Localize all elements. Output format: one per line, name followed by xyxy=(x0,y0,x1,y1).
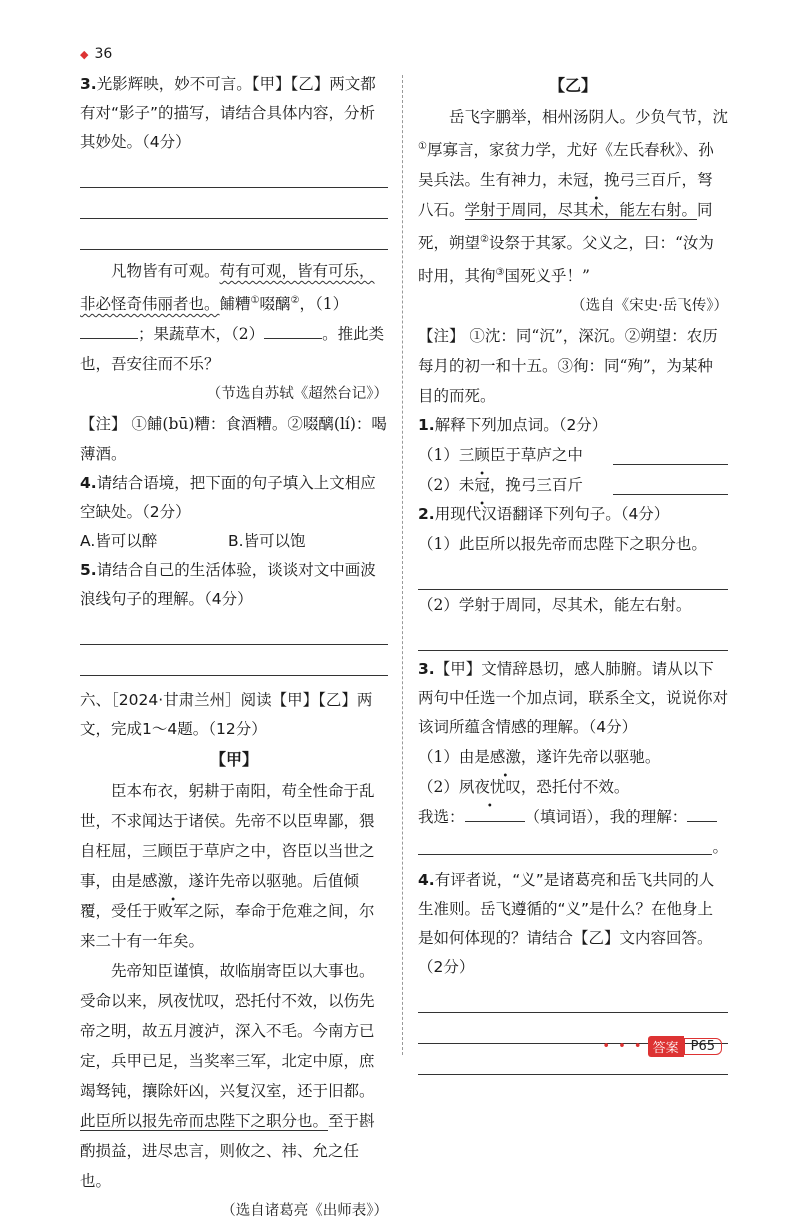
note: 【注】 ①餔(bū)糟：食酒糟。②啜醨(lí)：喝薄酒。 xyxy=(80,415,387,464)
answer-tag: 答案 xyxy=(648,1036,684,1057)
diamond-icon: ◆ xyxy=(80,48,89,61)
note: 【注】 ①沈：同“沉”，深沉。②朔望：农历每月的初一和十五。③徇：同“殉”，为某种目的而死。 xyxy=(418,327,718,406)
underlined-sentence: 此臣所以报先帝而忠陛下之职分也。 xyxy=(80,1112,329,1131)
q3-item-1: （1）由是感激，遂许先帝以驱驰。 xyxy=(418,748,661,767)
options xyxy=(80,527,388,556)
question-3-right: 3.【甲】文情辞恳切，感人肺腑。请从以下两句中任选一个加点词，联系全文，说说你对该词所蕴含情感的理解。（4分） xyxy=(418,660,729,737)
q1-item-1: （1）三顾臣于草庐之中 xyxy=(418,440,728,470)
passage-yi: 岳飞字鹏举，相州汤阴人。少负气节，沈①厚寡言，家贫力学，尤好《左氏春秋》、孙吴兵法。生有神力，未冠，挽弓三百斤，弩八石。学射于周同，尽其术，能左右射。同死，朔望②设祭于其冢。父义之，曰：“汝为时用，其徇③国死义乎！” xyxy=(418,108,729,286)
source-citation: （选自《宋史·岳飞传》） xyxy=(571,298,728,315)
wavy-underlined-sentence: 苟有可观，皆有可乐，非必怪奇伟丽者也。 xyxy=(80,262,375,314)
fill-blank-2[interactable] xyxy=(264,320,322,339)
q2-item-1: （1）此臣所以报先帝而忠陛下之职分也。 xyxy=(418,535,707,554)
q3-line: 。 xyxy=(418,832,728,862)
source-citation: （选自诸葛亮《出师表》） xyxy=(221,1203,388,1220)
option-a: A.皆可以醉 xyxy=(80,532,158,551)
word-blank[interactable] xyxy=(465,803,525,822)
fill-blank-1[interactable] xyxy=(80,320,138,339)
answer-line[interactable] xyxy=(613,470,728,495)
underlined-sentence: 学射于周同，尽其术，能左右射。 xyxy=(464,201,698,220)
yi-title: 【乙】 xyxy=(548,76,597,95)
understanding-blank[interactable] xyxy=(687,803,717,822)
page-number: ◆ 36 xyxy=(80,46,113,62)
question-4-right: 4.有评者说，“义”是诸葛亮和岳飞共同的人生准则。岳飞遵循的“义”是什么？在他身上是如何体现的？请结合【乙】文内容回答。（2分） xyxy=(418,871,715,977)
answer-badge[interactable]: • • • 答案 P65 xyxy=(602,1036,722,1057)
question-2-right: 2.用现代汉语翻译下列句子。（4分） xyxy=(418,505,670,524)
question-5-left: 5.请结合自己的生活体验，谈谈对文中画波浪线句子的理解。（4分） xyxy=(80,561,376,609)
q3-item-2: （2）夙夜忧叹，恐托付不效。 xyxy=(418,778,630,797)
passage-jia-1: 臣本布衣，躬耕于南阳，苟全性命于乱世，不求闻达于诸侯。先帝不以臣卑鄙，猥自枉屈，三顾臣于草庐之中，咨臣以当世之事，由是感激，遂许先帝以驱驰。后值倾覆，受任于败军之际，奉命于危难之间，尔来二十有一年矣。 xyxy=(80,782,375,951)
passage-jia-2: 先帝知臣谨慎，故临崩寄臣以大事也。受命以来，夙夜忧叹，恐托付不效，以伤先帝之明，故五月渡泸，深入不毛。今南方已定，兵甲已足，当奖率三军，北定中原，庶竭驽钝，攘除奸凶，兴复汉室，还于旧都。此臣所以报先帝而忠陛下之职分也。至于斟酌损益，进尽忠言，则攸之、祎、允之任也。 xyxy=(80,962,375,1191)
q2-item-2: （2）学射于周同，尽其术，能左右射。 xyxy=(418,596,692,615)
right-column xyxy=(418,70,728,1075)
passage-chaoran: 凡物皆有可观。苟有可观，皆有可乐，非必怪奇伟丽者也。餔糟①啜醨②，（1）；果蔬草木，（2） 。推此类也，吾安往而不乐？ xyxy=(80,262,385,374)
answer-line[interactable] xyxy=(418,559,728,590)
column-divider xyxy=(402,75,403,1055)
answer-line[interactable] xyxy=(80,219,388,250)
left-column xyxy=(80,70,388,1226)
question-4-left: 4.请结合语境，把下面的句子填入上文相应空缺处。（2分） xyxy=(80,474,376,522)
answer-line[interactable] xyxy=(80,188,388,219)
question-1-right: 1.解释下列加点词。（2分） xyxy=(418,416,608,435)
question-3-left: 3.光影辉映，妙不可言。【甲】【乙】两文都有对“影子”的描写，请结合具体内容，分析其妙处。（4分） xyxy=(80,75,376,151)
q1-item-2: （2）未冠，挽弓三百斤 xyxy=(418,470,728,500)
option-b: B.皆可以饱 xyxy=(228,532,306,551)
section-6-heading: 六、［2024·甘肃兰州］阅读【甲】【乙】两文，完成1～4题。（12分） xyxy=(80,691,373,739)
jia-title: 【甲】 xyxy=(209,750,258,770)
answer-line[interactable] xyxy=(80,157,388,188)
answer-line[interactable] xyxy=(418,982,728,1013)
answer-line[interactable] xyxy=(418,620,728,651)
answer-page: P65 xyxy=(684,1038,722,1055)
answer-line[interactable] xyxy=(80,645,388,676)
answer-line[interactable] xyxy=(80,614,388,645)
q3-choice: 我选： （填词语），我的理解： xyxy=(418,802,728,832)
answer-line[interactable] xyxy=(418,832,712,855)
source-citation: （节选自苏轼《超然台记》） xyxy=(206,386,388,403)
answer-line[interactable] xyxy=(613,440,728,465)
